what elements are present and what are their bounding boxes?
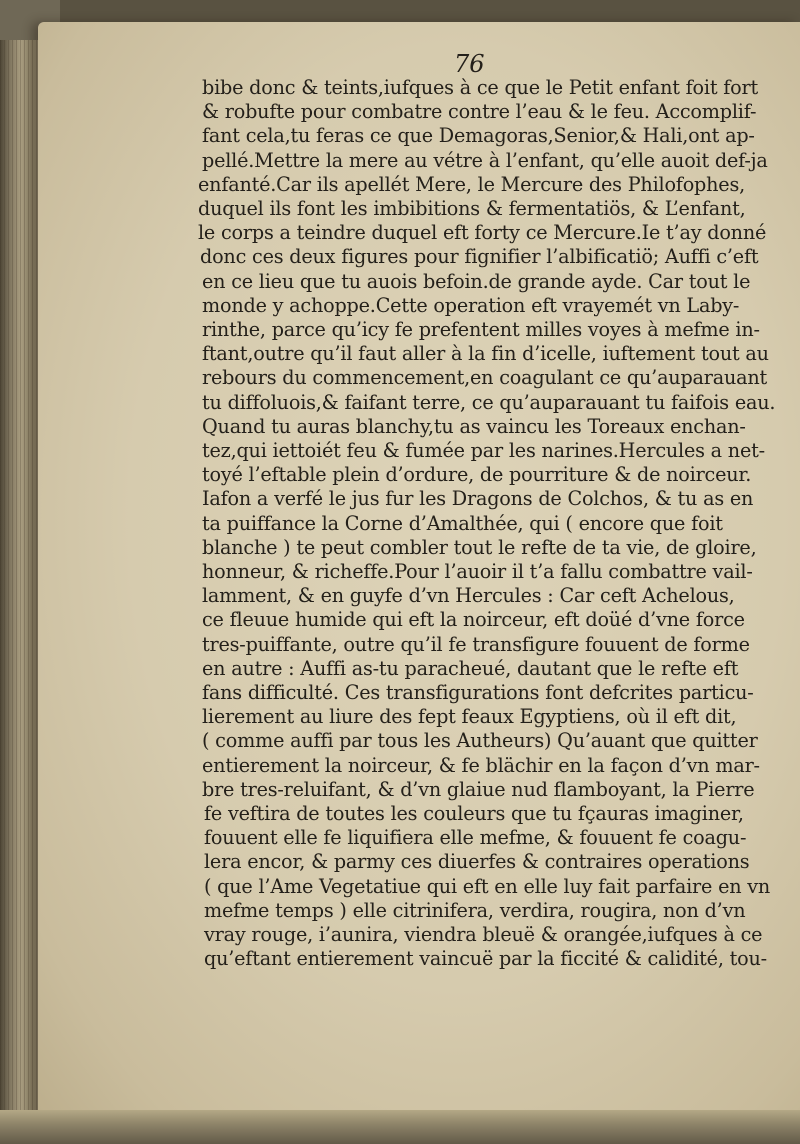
text-line: fe veftira de toutes les couleurs que tu fçauras imaginer, bbox=[204, 802, 744, 825]
text-line: & robufte pour combatre contre l’eau & le feu. Accomplif- bbox=[202, 100, 757, 124]
text-line: enfanté.Car ils apellét Mere, le Mercure des Philofophes, bbox=[198, 172, 745, 196]
text-line: ftant,outre qu’il faut aller à la fin d’icelle, iuftement tout au bbox=[202, 342, 769, 366]
text-line: rinthe, parce qu’icy fe prefentent milles voyes à mefme in- bbox=[202, 318, 760, 341]
text-line: pellé.Mettre la mere au vétre à l’enfant, qu’elle auoit def-ja bbox=[202, 148, 768, 172]
text-line: tez,qui iettoiét feu & fumée par les narines.Hercules a net- bbox=[202, 439, 765, 462]
text-line: entierement la noirceur, & fe blächir en la façon d’vn mar- bbox=[202, 753, 760, 777]
text-line: lamment, & en guyfe d’vn Hercules : Car ceft Achelous, bbox=[202, 584, 735, 608]
text-line: bre tres-reluifant, & d’vn glaiue nud flamboyant, la Pierre bbox=[202, 777, 755, 801]
text-line: fouuent elle fe liquifiera elle mefme, & fouuent fe coagu- bbox=[204, 826, 747, 850]
text-line: lierement au liure des fept feaux Egyptiens, où il eft dit, bbox=[202, 705, 737, 729]
text-line: en autre : Auffi as-tu paracheué, dautant que le refte eft bbox=[202, 656, 739, 680]
text-line: rebours du commencement,en coagulant ce qu’auparauant bbox=[202, 366, 768, 390]
text-line: vray rouge, i’aunira, viendra bleuë & orangée,iufques à ce bbox=[204, 923, 763, 946]
dark-background-top bbox=[60, 0, 800, 24]
text-line: bibe donc & teints,iufques à ce que le Petit enfant foit fort bbox=[202, 76, 758, 99]
text-line: toyé l’eftable plein d’ordure, de pourriture & de noirceur. bbox=[202, 463, 752, 487]
text-line: mefme temps ) elle citrinifera, verdira, rougira, non d’vn bbox=[204, 898, 746, 922]
text-line: en ce lieu que tu auois befoin.de grande ayde. Car tout le bbox=[202, 269, 751, 293]
text-line: le corps a teindre duquel eft forty ce Mercure.Ie t’ay donné bbox=[198, 221, 767, 245]
text-line: qu’eftant entierement vaincuë par la ficcité & calidité, tou- bbox=[204, 947, 767, 971]
text-line: Iafon a verfé le jus fur les Dragons de Colchos, & tu as en bbox=[202, 487, 754, 511]
text-line: duquel ils font les imbibitions & fermentatiös, & L’enfant, bbox=[198, 197, 746, 220]
page-number: 76 bbox=[454, 50, 485, 78]
text-line: ( que l’Ame Vegetatiue qui eft en elle luy fait parfaire en vn bbox=[204, 874, 771, 898]
text-line: ce fleuue humide qui eft la noirceur, eft doüé d’vne force bbox=[202, 608, 745, 632]
text-line: Quand tu auras blanchy,tu as vaincu les Toreaux enchan- bbox=[202, 414, 746, 438]
text-line: honneur, & richeffe.Pour l’auoir il t’a fallu combattre vail- bbox=[202, 560, 753, 583]
text-line: donc ces deux figures pour fignifier l’albificatiö; Auffi c’eft bbox=[200, 245, 759, 269]
text-line: blanche ) te peut combler tout le refte de ta vie, de gloire, bbox=[202, 535, 757, 559]
text-line: monde y achoppe.Cette operation eft vrayemét vn Laby- bbox=[202, 293, 740, 317]
text-line: ta puiffance la Corne d’Amalthée, qui ( encore que foit bbox=[202, 511, 723, 535]
text-line: fant cela,tu feras ce que Demagoras,Senior,& Hali,ont ap- bbox=[202, 124, 755, 148]
text-line: lera encor, & parmy ces diuerfes & contraires operations bbox=[204, 850, 750, 874]
text-line: tu diffoluois,& faifant terre, ce qu’auparauant tu faifois eau. bbox=[202, 390, 776, 414]
text-line: ( comme auffi par tous les Autheurs) Qu’auant que quitter bbox=[202, 729, 758, 753]
text-line: tres-puiffante, outre qu’il fe transfigure fouuent de forme bbox=[202, 632, 750, 656]
bottom-page-edge bbox=[0, 1110, 800, 1144]
text-line: fans difficulté. Ces transfigurations font defcrites particu- bbox=[202, 681, 754, 704]
